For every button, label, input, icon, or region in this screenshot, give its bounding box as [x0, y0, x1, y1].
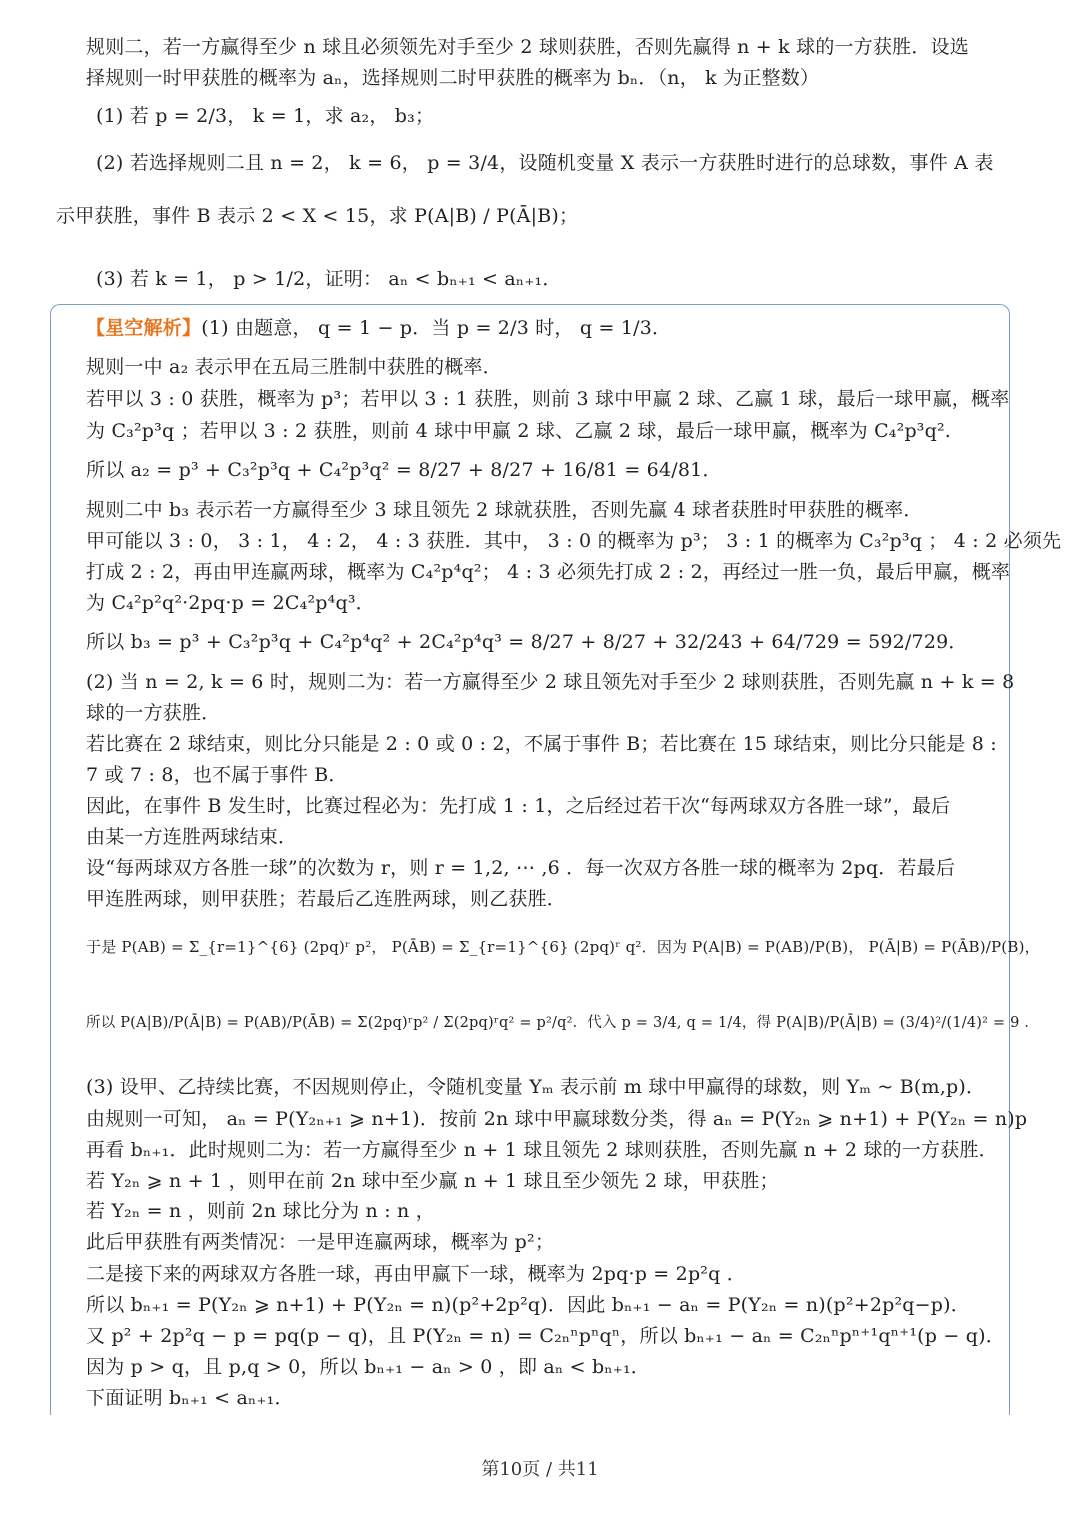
question-3: (3) 若 k = 1， p > 1/2，证明： aₙ < bₙ₊₁ < aₙ₊₁．: [96, 268, 562, 290]
solution-line: 由规则一可知， aₙ = P(Y₂ₙ₊₁ ⩾ n+1)．按前 2n 球中甲赢球数分类，得 aₙ = P(Y₂ₙ ⩾ n+1) + P(Y₂ₙ = n)p: [86, 1108, 1028, 1130]
solution-line: 所以 b₃ = p³ + C₃²p³q + C₄²p⁴q² + 2C₄²p⁴q³ = 8/27 + 8/27 + 32/243 + 64/729 = 592/729．: [86, 631, 968, 653]
solution-line: 所以 bₙ₊₁ = P(Y₂ₙ ⩾ n+1) + P(Y₂ₙ = n)(p²+2p²q)．因此 bₙ₊₁ − aₙ = P(Y₂ₙ = n)(p²+2p²q−p)．: [86, 1294, 970, 1316]
solution-line: 二是接下来的两球双方各胜一球，再由甲赢下一球，概率为 2pq·p = 2p²q ．: [86, 1263, 746, 1285]
solution-line: 由某一方连胜两球结束．: [86, 826, 298, 848]
problem-line: 择规则一时甲获胜的概率为 aₙ，选择规则二时甲获胜的概率为 bₙ．（n， k 为正整数）: [86, 67, 820, 89]
solution-line: 甲连胜两球，则甲获胜；若最后乙连胜两球，则乙获胜．: [86, 888, 567, 910]
solution-line: 设“每两球双方各胜一球”的次数为 r，则 r = 1,2, ⋯ ,6 ．每一次双方各胜一球的概率为 2pq．若最后: [86, 857, 956, 879]
solution-line: [86, 313, 671, 343]
solution-line: 若比赛在 2 球结束，则比分只能是 2 : 0 或 0 : 2，不属于事件 B；若比赛在 15 球结束，则比分只能是 8 :: [86, 733, 997, 755]
solution-line: 若甲以 3 : 0 获胜，概率为 p³；若甲以 3 : 1 获胜，则前 3 球中甲赢 2 球、乙赢 1 球，最后一球甲赢，概率: [86, 388, 1010, 410]
solution-line: 若 Y₂ₙ = n ，则前 2n 球比分为 n : n ，: [86, 1200, 435, 1222]
solution-line: 所以 P(A|B)/P(Ā|B) = P(AB)/P(ĀB) = Σ(2pq)ʳp² / Σ(2pq)ʳq² = p²/q²．代入 p = 3/4, q = 1/4，得 P(A|B)/P(Ā|B) = (3/4)²/(1/4)² = 9 ．: [86, 1015, 1040, 1031]
question-1: (1) 若 p = 2/3， k = 1，求 a₂， b₃；: [96, 105, 435, 127]
solution-line: 再看 bₙ₊₁．此时规则二为：若一方赢得至少 n + 1 球且领先 2 球则获胜，否则先赢 n + 2 球的一方获胜．: [86, 1139, 998, 1161]
page-number: 第10页 / 共11: [481, 1459, 599, 1480]
solution-line: 为 C₃²p³q ；若甲以 3 : 2 获胜，则前 4 球中甲赢 2 球、乙赢 2 球，最后一球甲赢，概率为 C₄²p³q².: [86, 420, 952, 442]
solution-line: 下面证明 bₙ₊₁ < aₙ₊₁．: [86, 1387, 294, 1409]
solution-line: (2) 当 n = 2, k = 6 时，规则二为：若一方赢得至少 2 球且领先对手至少 2 球则获胜，否则先赢 n + k = 8: [86, 671, 1015, 693]
question-2-cont: 示甲获胜，事件 B 表示 2 < X < 15，求 P(A|B) / P(Ā|B)；: [56, 205, 579, 227]
solution-line: 规则二中 b₃ 表示若一方赢得至少 3 球且领先 2 球就获胜，否则先赢 4 球者获胜时甲获胜的概率．: [86, 499, 923, 521]
solution-line: (3) 设甲、乙持续比赛，不因规则停止，令随机变量 Yₘ 表示前 m 球中甲赢得的球数，则 Yₘ ~ B(m,p)．: [86, 1076, 986, 1098]
solution-line: 为 C₄²p²q²·2pq·p = 2C₄²p⁴q³．: [86, 592, 375, 614]
solution-line: 于是 P(AB) = Σ_{r=1}^{6} (2pq)ʳ p²， P(ĀB) = Σ_{r=1}^{6} (2pq)ʳ q²．因为 P(A|B) = P(AB)/P(B)， P(Ā|B) = P(ĀB)/P(B)，: [86, 938, 1040, 956]
solution-line: 甲可能以 3 : 0， 3 : 1， 4 : 2， 4 : 3 获胜．其中， 3 : 0 的概率为 p³； 3 : 1 的概率为 C₃²p³q ； 4 : 2 必须先: [86, 530, 1062, 552]
question-2: (2) 若选择规则二且 n = 2， k = 6， p = 3/4，设随机变量 X 表示一方获胜时进行的总球数，事件 A 表: [96, 152, 994, 174]
solution-line: 因为 p > q，且 p,q > 0，所以 bₙ₊₁ − aₙ > 0 ，即 aₙ < bₙ₊₁．: [86, 1356, 651, 1378]
solution-part-1: (1) 由题意， q = 1 − p．当 p = 2/3 时， q = 1/3．: [201, 317, 672, 339]
solution-line: 因此，在事件 B 发生时，比赛过程必为：先打成 1 : 1，之后经过若干次“每两球双方各胜一球”，最后: [86, 795, 951, 817]
solution-line: 打成 2 : 2，再由甲连赢两球，概率为 C₄²p⁴q²； 4 : 3 必须先打成 2 : 2，再经过一胜一负，最后甲赢，概率: [86, 561, 1011, 583]
solution-line: 此后甲获胜有两类情况：一是甲连赢两球，概率为 p²；: [86, 1231, 555, 1253]
solution-line: 若 Y₂ₙ ⩾ n + 1 ，则甲在前 2n 球中至少赢 n + 1 球且至少领先 2 球，甲获胜；: [86, 1170, 779, 1192]
solution-line: 7 或 7 : 8，也不属于事件 B．: [86, 764, 348, 786]
solution-line: 又 p² + 2p²q − p = pq(p − q)，且 P(Y₂ₙ = n) = C₂ₙⁿpⁿqⁿ，所以 bₙ₊₁ − aₙ = C₂ₙⁿpⁿ⁺¹qⁿ⁺¹(p − q)．: [86, 1325, 1005, 1347]
solution-line: 规则一中 a₂ 表示甲在五局三胜制中获胜的概率．: [86, 356, 502, 378]
solution-tag: 【星空解析】: [86, 317, 202, 339]
problem-line: 规则二，若一方赢得至少 n 球且必须领先对手至少 2 球则获胜，否则先赢得 n + k 球的一方获胜．设选: [86, 36, 969, 58]
solution-line: 球的一方获胜．: [86, 702, 221, 724]
solution-line: 所以 a₂ = p³ + C₃²p³q + C₄²p³q² = 8/27 + 8/27 + 16/81 = 64/81．: [86, 459, 722, 481]
